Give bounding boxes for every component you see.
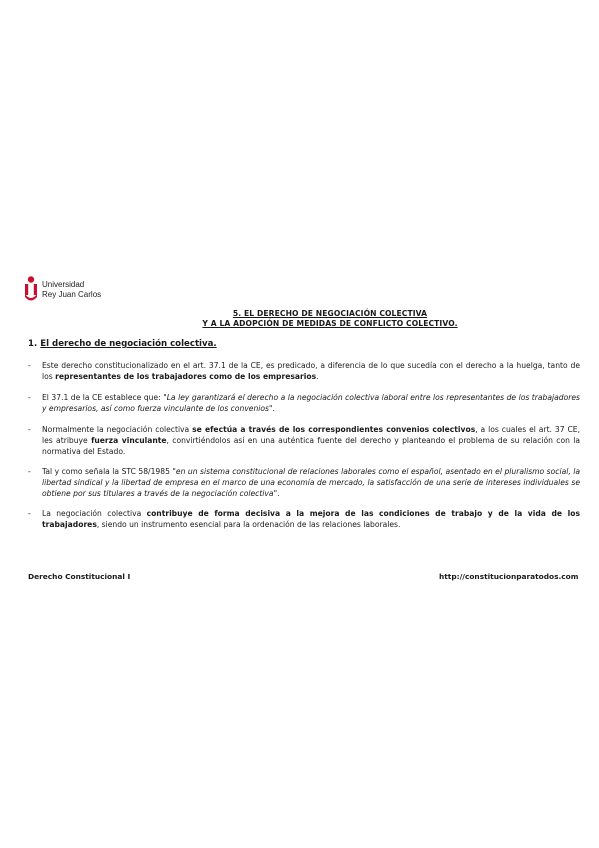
section-heading (28, 339, 217, 349)
italic-run: en un sistema constitucional de relaciones laborales como el español, asentado en el pluralismo social, la libertad sindical y la libertad de empresa en el marco de una economía de mercado, la satisfacción de una serie de intereses individuales se obtiene por sus titulares a través de la negociación colectiva (42, 467, 581, 498)
list-item (28, 508, 580, 532)
text-run: ". (273, 489, 280, 498)
text-run: , siendo un instrumento esencial para la ordenación de las relaciones laborales. (96, 520, 401, 529)
text-run: La negociación colectiva (42, 509, 147, 518)
list-item (28, 360, 580, 384)
text-run: , a los cuales el art. 37 CE, les atribuye (42, 425, 581, 445)
list-bullet: - (28, 361, 31, 370)
document-title-line1: 5. EL DERECHO DE NEGOCIACIÓN COLECTIVA (232, 309, 428, 318)
list-bullet: - (28, 425, 31, 434)
bold-run: fuerza vinculante (91, 436, 167, 445)
list-item (28, 466, 580, 501)
university-logo (22, 276, 122, 306)
text-run: ". (269, 404, 275, 413)
section-label: El derecho de negociación colectiva. (40, 339, 217, 349)
list-bullet: - (28, 393, 31, 402)
bold-run: contribuye de forma decisiva a la mejora de las condiciones de trabajo y de la vida de los trabajadores (42, 509, 580, 529)
list-item-text (42, 466, 580, 499)
university-name (42, 280, 101, 300)
text-run: El 37.1 de la CE establece que: " (42, 393, 167, 402)
list-bullet: - (28, 509, 31, 518)
logo-line1: Universidad (42, 280, 85, 289)
text-run: , convirtiéndolos así en una auténtica fuente del derecho y planteando el problema de su relación con la normativa del Estado. (42, 436, 581, 456)
footer-course-name: Derecho Constitucional I (28, 572, 131, 581)
footer-url: http://constitucionparatodos.com (439, 572, 579, 581)
list-item-text (42, 508, 580, 530)
bold-run: representantes de los trabajadores como de los empresarios (55, 372, 317, 381)
list-item (28, 424, 580, 459)
list-item-text (42, 424, 580, 457)
text-run: . (316, 372, 319, 381)
document-title-line2: Y A LA ADOPCIÓN DE MEDIDAS DE CONFLICTO COLECTIVO. (202, 319, 458, 328)
text-run: Normalmente la negociación colectiva (42, 425, 193, 434)
university-logo-icon (22, 276, 40, 304)
list-item-text (42, 392, 580, 414)
logo-line2: Rey Juan Carlos (42, 290, 102, 299)
bold-run: se efectúa a través de los correspondientes convenios colectivos (192, 425, 476, 434)
section-number: 1. (28, 339, 41, 349)
italic-run: La ley garantizará el derecho a la negociación colectiva laboral entre los representantes de los trabajadores y empresarios, así como fuerza vinculante de los convenios (42, 393, 580, 413)
list-item (28, 392, 580, 416)
text-run: Este derecho constitucionalizado en el art. 37.1 de la CE, es predicado, a diferencia de lo que sucedía con el derecho a la huelga, tanto de los (42, 361, 580, 381)
list-bullet: - (28, 467, 31, 476)
text-run: Tal y como señala la STC 58/1985 " (42, 467, 176, 476)
list-item-text (42, 360, 580, 382)
